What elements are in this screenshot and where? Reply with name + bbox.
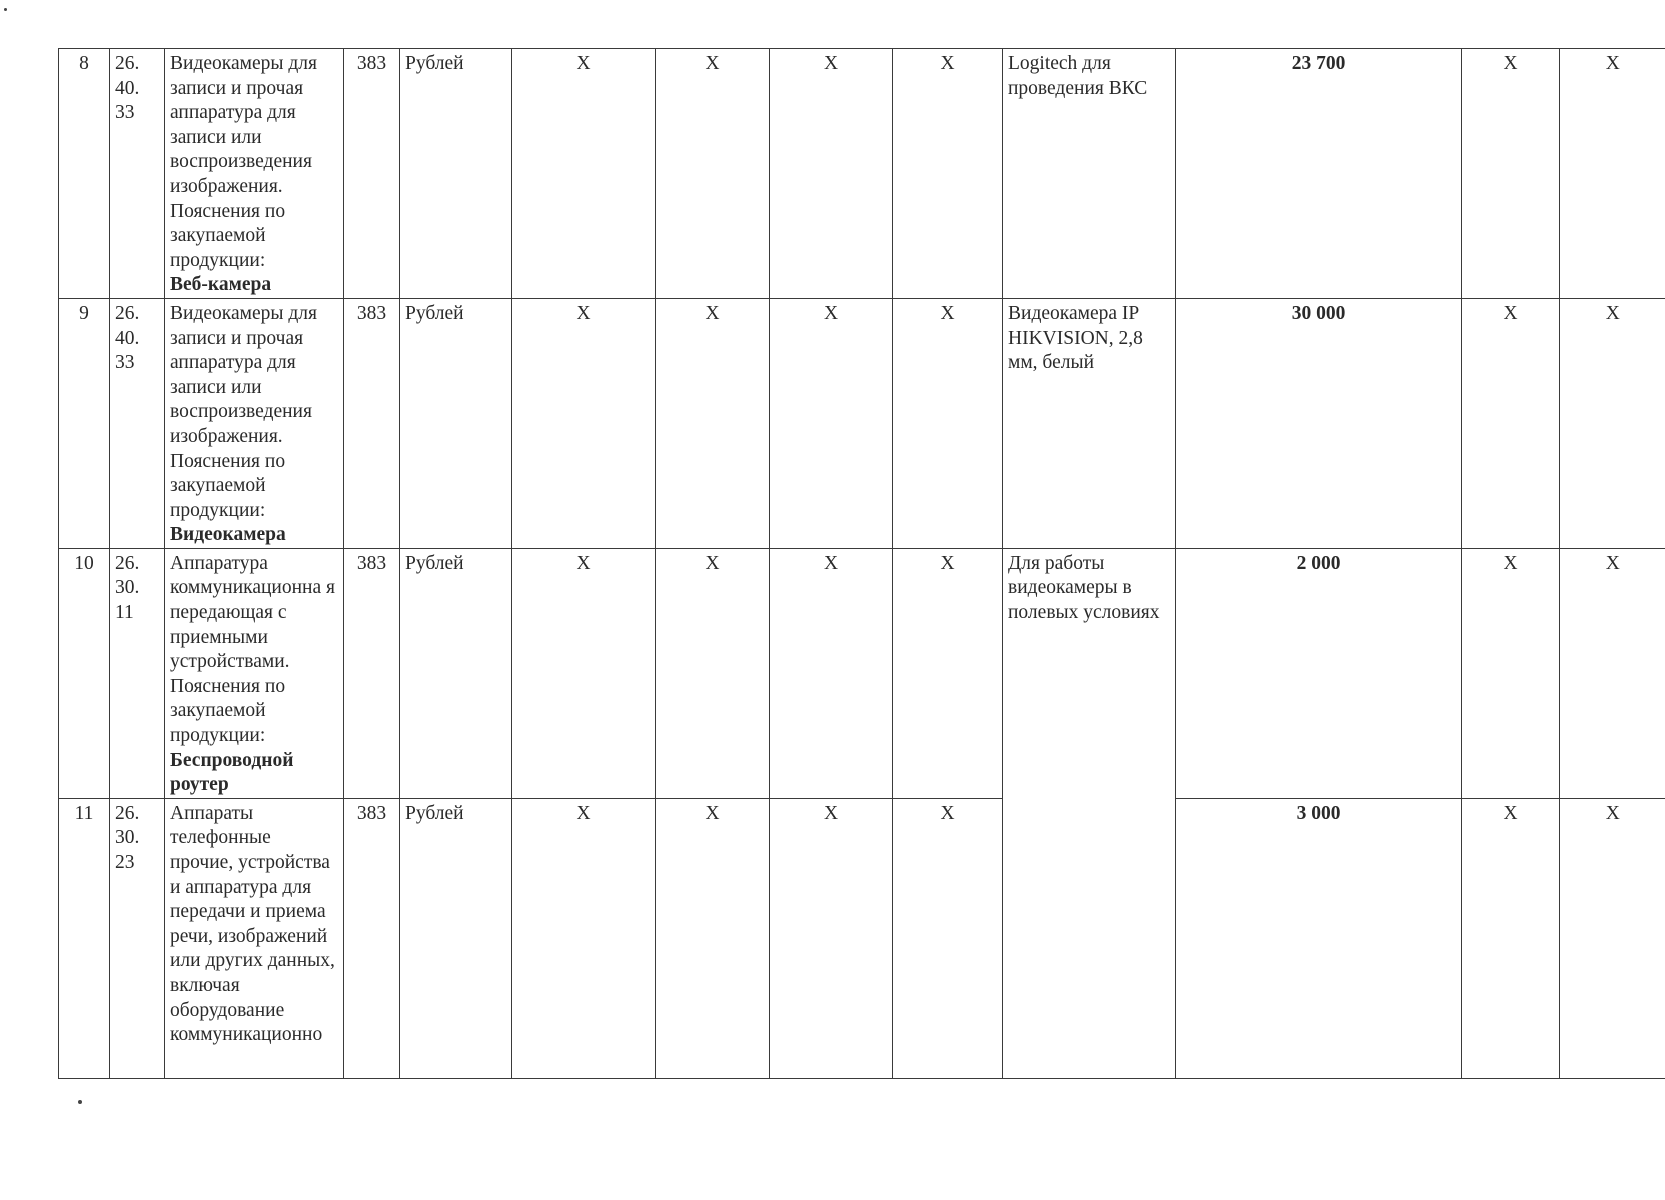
- product-name: Веб-камера: [170, 274, 272, 296]
- x-cell: X: [1462, 298, 1560, 548]
- okpd-code-part: 26.: [115, 552, 140, 574]
- okpd-code-part: 11: [115, 602, 134, 624]
- row-number: 9: [59, 298, 110, 548]
- scan-speck: [4, 8, 7, 11]
- x-cell: X: [656, 548, 770, 798]
- table-row: [59, 798, 1665, 1078]
- unit-name: Рублей: [400, 798, 512, 1078]
- product-description: [165, 298, 344, 548]
- x-cell: X: [1560, 548, 1665, 798]
- x-cell: X: [656, 49, 770, 299]
- product-note: Видеокамера IP HIKVISION, 2,8 мм, белый: [1003, 298, 1176, 548]
- table-row: [59, 548, 1665, 798]
- table-row: [59, 298, 1665, 548]
- product-name: Беспроводной роутер: [170, 749, 294, 796]
- product-description: [165, 548, 344, 798]
- product-note: Logitech для проведения ВКС: [1003, 49, 1176, 299]
- x-cell: X: [1462, 798, 1560, 1078]
- price-cell: 30 000: [1176, 298, 1462, 548]
- price-cell: 23 700: [1176, 49, 1462, 299]
- price-cell: 3 000: [1176, 798, 1462, 1078]
- procurement-table: [58, 48, 1665, 1079]
- okpd-code-part: 30.: [115, 577, 140, 599]
- x-cell: X: [770, 548, 893, 798]
- x-cell: X: [512, 798, 656, 1078]
- x-cell: X: [512, 49, 656, 299]
- okpd-code-part: 23: [115, 852, 135, 873]
- row-number: 8: [59, 49, 110, 299]
- x-cell: X: [1560, 49, 1665, 299]
- x-cell: X: [1560, 798, 1665, 1078]
- x-cell: X: [656, 798, 770, 1078]
- okei-code: 383: [344, 548, 400, 798]
- description-text: Аппаратура коммуникационна я передающая с приемными устройствами. Пояснения по закупаемой продукции:: [170, 552, 335, 747]
- x-cell: X: [512, 298, 656, 548]
- product-description: [165, 49, 344, 299]
- okpd-code-part: 33: [115, 102, 135, 124]
- table-row: [59, 49, 1665, 299]
- okpd-code: [110, 298, 165, 548]
- unit-name: Рублей: [400, 298, 512, 548]
- okpd-code-part: 26.: [115, 302, 140, 324]
- product-description: [165, 798, 344, 1078]
- okpd-code-part: 30.: [115, 827, 140, 849]
- okei-code: 383: [344, 298, 400, 548]
- x-cell: X: [770, 798, 893, 1078]
- x-cell: X: [893, 548, 1003, 798]
- okpd-code-part: 26.: [115, 53, 140, 74]
- x-cell: X: [770, 298, 893, 548]
- okpd-code: [110, 798, 165, 1078]
- price-cell: 2 000: [1176, 548, 1462, 798]
- product-note: Для работы видеокамеры в полевых условиях: [1003, 548, 1176, 1078]
- unit-name: Рублей: [400, 548, 512, 798]
- x-cell: X: [893, 298, 1003, 548]
- scan-speck: [78, 1100, 82, 1104]
- x-cell: X: [656, 298, 770, 548]
- x-cell: X: [1560, 298, 1665, 548]
- x-cell: X: [1462, 548, 1560, 798]
- x-cell: X: [770, 49, 893, 299]
- okei-code: 383: [344, 49, 400, 299]
- okpd-code-part: 26.: [115, 802, 140, 824]
- x-cell: X: [893, 798, 1003, 1078]
- x-cell: X: [893, 49, 1003, 299]
- product-name: Видеокамера: [170, 524, 286, 546]
- description-text: Видеокамеры для записи и прочая аппаратура для записи или воспроизведения изображения. Пояснения по закупаемой продукции:: [170, 302, 317, 521]
- okpd-code: [110, 49, 165, 299]
- okpd-code: [110, 548, 165, 798]
- row-number: 10: [59, 548, 110, 798]
- okpd-code-part: 40.: [115, 327, 140, 349]
- description-text: Видеокамеры для записи и прочая аппаратура для записи или воспроизведения изображения. Пояснения по закупаемой продукции:: [170, 53, 317, 271]
- description-text: Аппараты телефонные прочие, устройства и аппаратура для передачи и приема речи, изображений или других данных, включая оборудование коммуникационно: [170, 802, 335, 1046]
- x-cell: X: [512, 548, 656, 798]
- okei-code: 383: [344, 798, 400, 1078]
- okpd-code-part: 33: [115, 352, 135, 374]
- x-cell: X: [1462, 49, 1560, 299]
- unit-name: Рублей: [400, 49, 512, 299]
- okpd-code-part: 40.: [115, 77, 140, 99]
- row-number: 11: [59, 798, 110, 1078]
